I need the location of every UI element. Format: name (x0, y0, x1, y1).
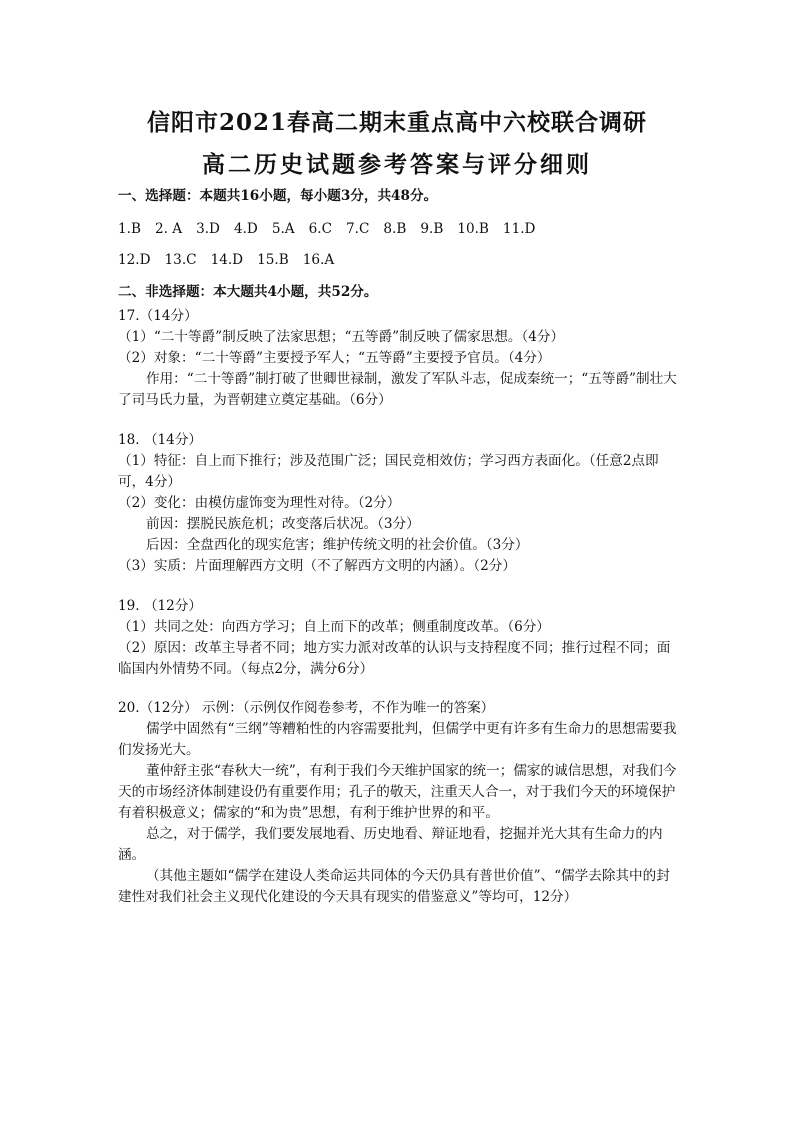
answer-item: 9.B (420, 221, 444, 237)
page-title: 信阳市2021春高二期末重点高中六校联合调研 (146, 109, 647, 136)
answer-item: 2. A (154, 221, 183, 237)
question-19-line: （2）原因：改革主导者不同；地方实力派对改革的认识与支持程度不同；推行过程不同；面临国内外情势不同。（每点2分，满分6分） (118, 640, 671, 677)
question-18-line: 后因：全盘西化的现实危害；维护传统文明的社会价值。（3分） (146, 537, 529, 553)
answer-item: 13.C (164, 252, 197, 268)
section-nonchoice (118, 282, 682, 303)
answer-item: 10.B (457, 221, 489, 237)
answer-item: 5.A (271, 221, 295, 237)
answer-item: 4.D (233, 221, 258, 237)
question-20-paragraph: 总之，对于儒学，我们要发展地看、历史地看、辩证地看，挖掘并光大其有生命力的内涵。 (118, 826, 663, 863)
question-17-line: （2）对象：“二十等爵”主要授予军人；“五等爵”主要授予官员。（4分） (118, 350, 551, 366)
answer-item: 1.B (118, 221, 141, 237)
question-18-line: （1）特征：自上而下推行；涉及范围广泛；国民竞相效仿；学习西方表面化。（任意2点即可，4分） (118, 453, 659, 490)
answer-item: 7.C (346, 221, 370, 237)
answer-item: 14.D (210, 252, 244, 268)
answer-item: 8.B (383, 221, 407, 237)
question-19-title: 19. （12分） (118, 598, 203, 614)
answer-item: 12.D (118, 252, 151, 268)
section-choice (118, 186, 682, 271)
question-20 (118, 698, 682, 908)
answer-item: 15.B (257, 252, 289, 268)
question-20-paragraph: 儒学中固然有“三纲”等糟粕性的内容需要批判，但儒学中更有许多有生命力的思想需要我们发扬光大。 (118, 721, 677, 758)
question-17-title: 17.（14分） (118, 308, 198, 324)
answer-item: 16.A (302, 252, 335, 268)
question-19-line: （1）共同之处：向西方学习；自上而下的改革；侧重制度改革。（6分） (118, 619, 550, 635)
question-20-paragraph: 董仲舒主张“春秋大一统”，有利于我们今天维护国家的统一；儒家的诚信思想，对我们今天的市场经济体制建设仍有重要作用；孔子的敬天，注重天人合一，对于我们今天的环境保护有着积极意义；儒家的“和为贵”思想，有利于维护世界的和平。 (118, 763, 677, 821)
answer-item: 11.D (502, 221, 536, 237)
answer-item: 6.C (308, 221, 332, 237)
question-18-line: （3）实质：片面理解西方文明（不了解西方文明的内涵）。（2分） (118, 558, 516, 574)
question-17 (118, 306, 682, 411)
question-17-line: （1）“二十等爵”制反映了法家思想；“五等爵”制反映了儒家思想。（4分） (118, 329, 565, 345)
choice-answers-row-1 (118, 219, 682, 240)
question-20-paragraph: （其他主题如“儒学在建设人类命运共同体的今天仍具有普世价值”、“儒学去除其中的封建性对我们社会主义现代化建设的今天具有现实的借鉴意义”等均可，12分） (118, 868, 670, 905)
section-choice-heading: 一、选择题：本题共16小题，每小题3分，共48分。 (118, 188, 438, 204)
choice-answers-row-2 (118, 250, 682, 271)
question-18-title: 18. （14分） (118, 432, 203, 448)
question-18 (118, 430, 682, 577)
question-17-line: 作用：“二十等爵”制打破了世卿世禄制，激发了军队斗志，促成秦统一；“五等爵”制壮大了司马氏力量，为晋朝建立奠定基础。（6分） (118, 371, 677, 408)
question-18-line: 前因：摆脱民族危机；改变落后状况。（3分） (146, 516, 420, 532)
question-19 (118, 596, 682, 680)
section-nonchoice-heading: 二、非选择题：本大题共4小题，共52分。 (118, 284, 378, 300)
question-20-title: 20.（12分） 示例：（示例仅作阅卷参考，不作为唯一的答案） (118, 700, 495, 716)
page-subtitle: 高二历史试题参考答案与评分细则 (202, 151, 592, 178)
question-18-line: （2）变化：由模仿虚饰变为理性对待。（2分） (118, 495, 401, 511)
answer-item: 3.D (196, 221, 220, 237)
